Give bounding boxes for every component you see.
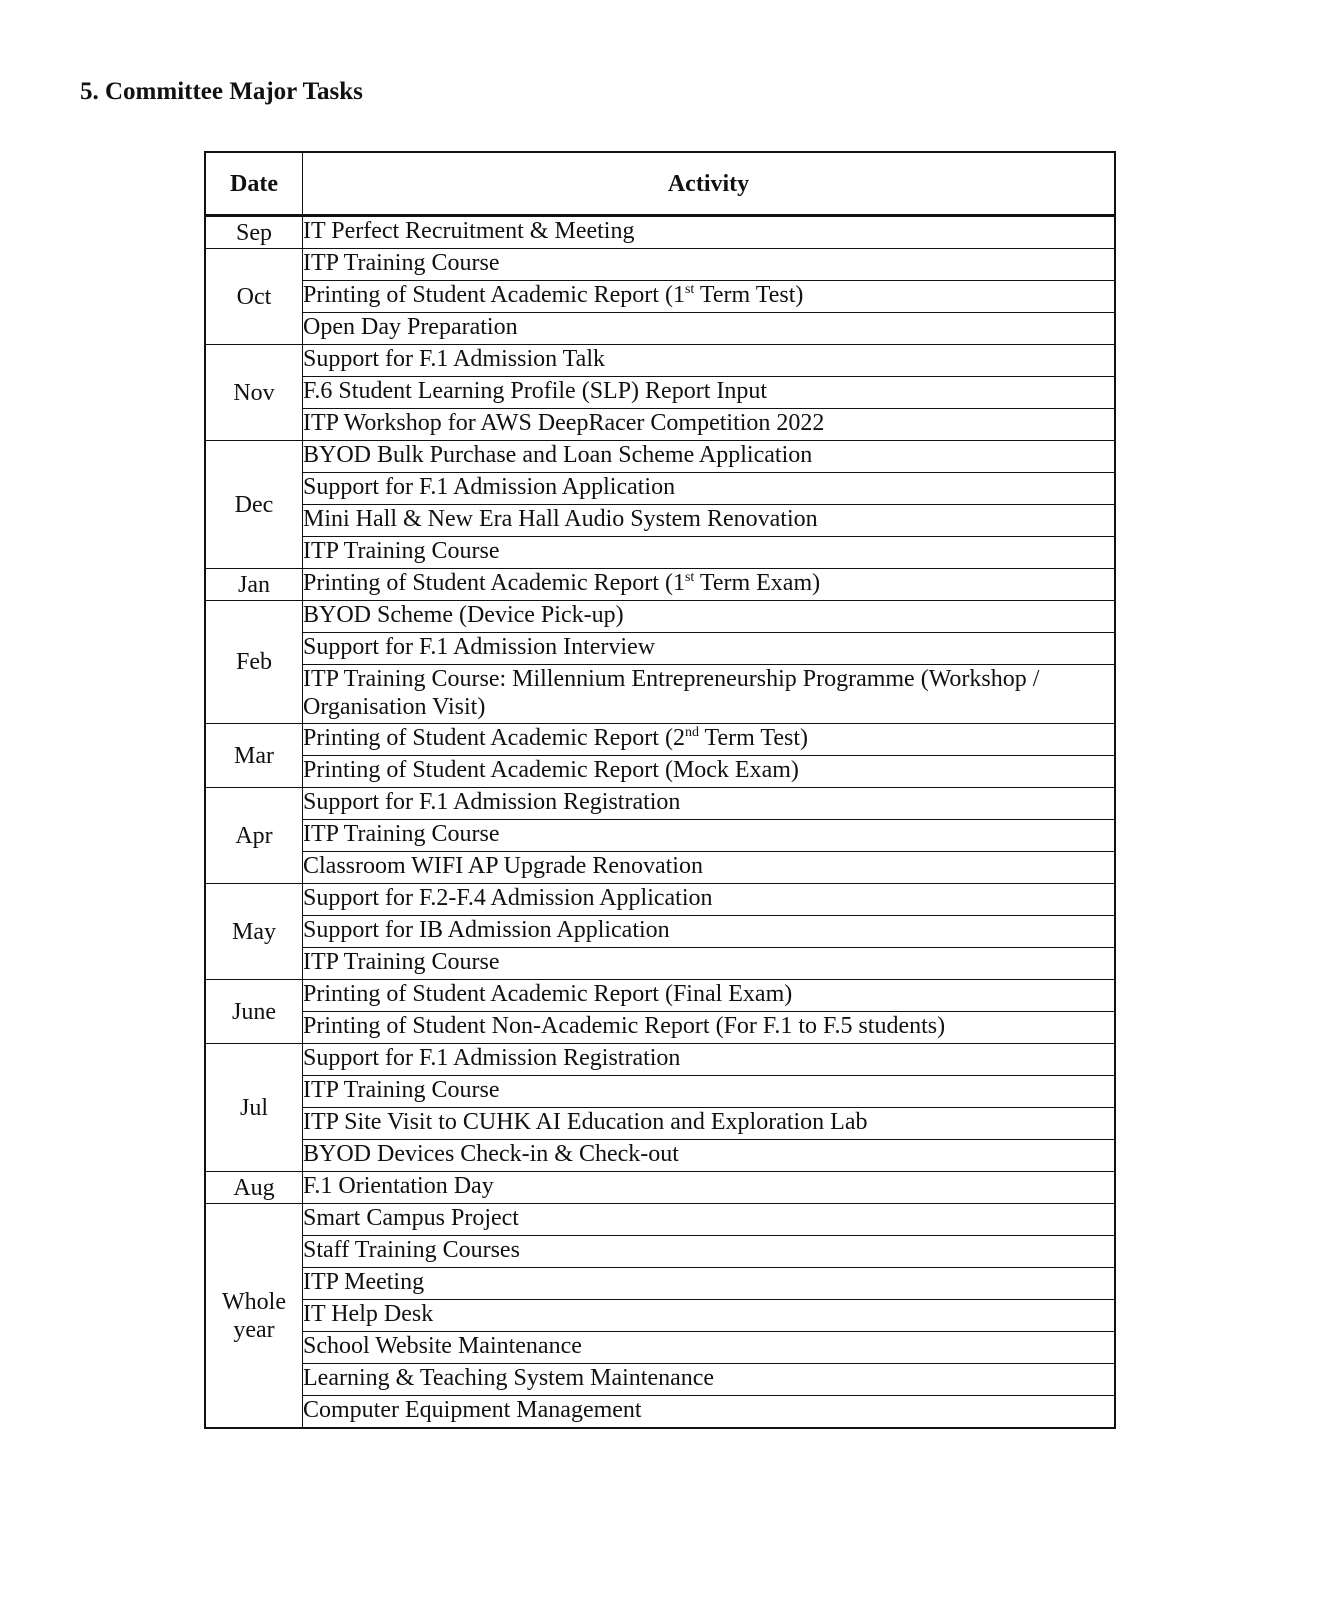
date-cell: Mar — [205, 724, 303, 788]
activity-cell: ITP Site Visit to CUHK AI Education and Exploration Lab — [303, 1108, 1116, 1140]
table-row — [205, 1396, 1115, 1429]
activity-cell: F.1 Orientation Day — [303, 1172, 1116, 1204]
activity-cell: BYOD Scheme (Device Pick-up) — [303, 601, 1116, 633]
table-row — [205, 852, 1115, 884]
activity-cell: ITP Training Course — [303, 1076, 1116, 1108]
table-row — [205, 1364, 1115, 1396]
activity-cell: ITP Training Course — [303, 820, 1116, 852]
table-row — [205, 756, 1115, 788]
activity-text-suffix: Term Test) — [698, 725, 809, 751]
ordinal-suffix: st — [684, 570, 695, 585]
table-header-row — [205, 152, 1115, 216]
table-row — [205, 1172, 1115, 1204]
table-row — [205, 505, 1115, 537]
activity-cell: Computer Equipment Management — [303, 1396, 1116, 1429]
activity-cell: ITP Training Course: Millennium Entrepreneurship Programme (Workshop / Organisation Visit) — [303, 665, 1116, 724]
date-cell: Jan — [205, 569, 303, 601]
activity-cell — [303, 281, 1116, 313]
date-cell: Apr — [205, 788, 303, 884]
activity-text: Printing of Student Academic Report (1 — [303, 282, 685, 308]
activity-column-header: Activity — [303, 152, 1116, 216]
activity-cell: Smart Campus Project — [303, 1204, 1116, 1236]
activity-cell: Open Day Preparation — [303, 313, 1116, 345]
table-row — [205, 216, 1115, 249]
date-cell: Aug — [205, 1172, 303, 1204]
activity-cell: Learning & Teaching System Maintenance — [303, 1364, 1116, 1396]
table-row — [205, 1044, 1115, 1076]
date-cell: Oct — [205, 249, 303, 345]
date-cell: June — [205, 980, 303, 1044]
date-column-header: Date — [205, 152, 303, 216]
activity-cell: ITP Meeting — [303, 1268, 1116, 1300]
activity-cell: BYOD Devices Check-in & Check-out — [303, 1140, 1116, 1172]
table-row — [205, 1268, 1115, 1300]
activity-cell: Support for F.1 Admission Talk — [303, 345, 1116, 377]
table-row — [205, 1076, 1115, 1108]
table-row — [205, 377, 1115, 409]
activity-cell: Support for IB Admission Application — [303, 916, 1116, 948]
table-row — [205, 473, 1115, 505]
activity-cell: Classroom WIFI AP Upgrade Renovation — [303, 852, 1116, 884]
activity-cell — [303, 724, 1116, 756]
tasks-table — [204, 151, 1116, 1429]
table-row — [205, 884, 1115, 916]
activity-cell: Mini Hall & New Era Hall Audio System Renovation — [303, 505, 1116, 537]
activity-cell — [303, 569, 1116, 601]
table-row — [205, 569, 1115, 601]
table-row — [205, 1140, 1115, 1172]
date-cell: Jul — [205, 1044, 303, 1172]
activity-text: Printing of Student Academic Report (1 — [303, 570, 685, 596]
date-cell: Feb — [205, 601, 303, 724]
date-cell: Nov — [205, 345, 303, 441]
activity-text: Printing of Student Academic Report (2 — [303, 725, 685, 751]
table-row — [205, 1332, 1115, 1364]
activity-text-suffix: Term Exam) — [694, 570, 821, 596]
activity-cell: School Website Maintenance — [303, 1332, 1116, 1364]
table-row — [205, 1204, 1115, 1236]
activity-cell: IT Perfect Recruitment & Meeting — [303, 216, 1116, 249]
date-cell: May — [205, 884, 303, 980]
activity-cell: Printing of Student Academic Report (Mock Exam) — [303, 756, 1116, 788]
activity-cell: F.6 Student Learning Profile (SLP) Report Input — [303, 377, 1116, 409]
ordinal-suffix: st — [684, 282, 695, 297]
page-heading: 5. Committee Major Tasks — [80, 78, 363, 105]
table-row — [205, 345, 1115, 377]
activity-cell: ITP Training Course — [303, 537, 1116, 569]
table-row — [205, 313, 1115, 345]
table-row — [205, 788, 1115, 820]
table-row — [205, 980, 1115, 1012]
table-row — [205, 1012, 1115, 1044]
activity-cell: ITP Training Course — [303, 249, 1116, 281]
activity-cell: ITP Training Course — [303, 948, 1116, 980]
activity-cell: Staff Training Courses — [303, 1236, 1116, 1268]
activity-cell: Support for F.1 Admission Registration — [303, 1044, 1116, 1076]
table-row — [205, 633, 1115, 665]
date-cell: Whole year — [205, 1204, 303, 1429]
activity-cell: Support for F.1 Admission Application — [303, 473, 1116, 505]
table-row — [205, 916, 1115, 948]
table-row — [205, 601, 1115, 633]
table-row — [205, 724, 1115, 756]
activity-cell: IT Help Desk — [303, 1300, 1116, 1332]
table-row — [205, 249, 1115, 281]
activity-cell: ITP Workshop for AWS DeepRacer Competition 2022 — [303, 409, 1116, 441]
activity-cell: Printing of Student Non-Academic Report (For F.1 to F.5 students) — [303, 1012, 1116, 1044]
activity-cell: Support for F.1 Admission Interview — [303, 633, 1116, 665]
table-row — [205, 1300, 1115, 1332]
table-row — [205, 281, 1115, 313]
tasks-table-body — [205, 216, 1115, 1429]
table-row — [205, 1236, 1115, 1268]
date-cell: Sep — [205, 216, 303, 249]
activity-text-suffix: Term Test) — [694, 282, 804, 308]
table-row — [205, 537, 1115, 569]
table-row — [205, 409, 1115, 441]
activity-cell: Support for F.1 Admission Registration — [303, 788, 1116, 820]
table-row — [205, 948, 1115, 980]
activity-cell: Support for F.2-F.4 Admission Application — [303, 884, 1116, 916]
date-cell: Dec — [205, 441, 303, 569]
table-row — [205, 820, 1115, 852]
activity-cell: BYOD Bulk Purchase and Loan Scheme Application — [303, 441, 1116, 473]
table-row — [205, 1108, 1115, 1140]
table-row — [205, 665, 1115, 724]
activity-cell: Printing of Student Academic Report (Final Exam) — [303, 980, 1116, 1012]
table-row — [205, 441, 1115, 473]
ordinal-suffix: nd — [684, 725, 699, 740]
